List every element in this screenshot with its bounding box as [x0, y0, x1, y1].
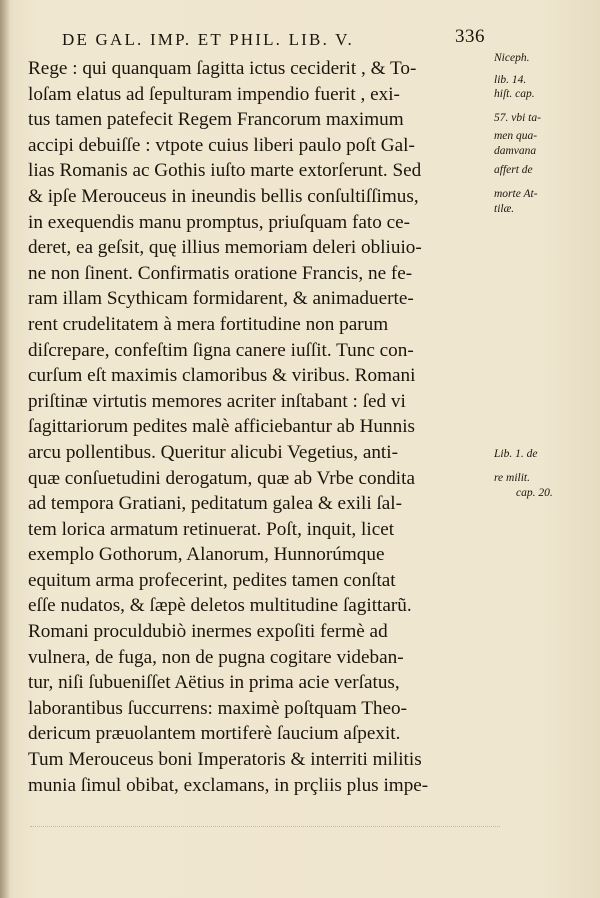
margin-note: Lib. 1. de: [494, 448, 538, 460]
margin-note: re milit.: [494, 472, 530, 484]
text-line: lias Romanis ac Gothis iuſto marte extorſerunt. Sed: [28, 160, 422, 182]
margin-note: affert de: [494, 164, 533, 176]
running-head: DE GAL. IMP. ET PHIL. LIB. V.: [62, 30, 354, 49]
text-line: vulnera, de fuga, non de pugna cogitare videban-: [28, 646, 404, 668]
text-line: ne non ſinent. Confirmatis oratione Francis, ne fe-: [28, 262, 413, 284]
text-line: munia ſimul obibat, exclamans, in prçliis plus impe-: [28, 774, 429, 796]
margin-note: cap. 20.: [516, 487, 553, 499]
text-line: in exequendis manu promptus, priuſquam fato ce-: [28, 211, 411, 233]
bottom-rule: [30, 826, 500, 827]
text-line: diſcrepare, confeſtim ſigna canere iuſſit. Tunc con-: [28, 339, 414, 361]
text-line: loſam elatus ad ſepulturam impendio fuerit , exi-: [28, 83, 400, 105]
text-line: quæ conſuetudini derogatum, quæ ab Vrbe condita: [28, 467, 415, 489]
text-line: ram illam Scythicam formidarent, & animaduerte-: [28, 288, 414, 310]
text-line: laborantibus ſuccurrens: maximè poſtquam Theo-: [28, 697, 408, 719]
text-line: curſum eſt maximis clamoribus & viribus. Romani: [28, 365, 416, 387]
text-line: ad tempora Gratiani, peditatum galea & exili ſal-: [28, 493, 403, 515]
text-line: eſſe nudatos, & ſæpè deletos multitudine ſagittarũ.: [28, 595, 412, 617]
text-line: Tum Merouceus boni Imperatoris & interriti militis: [28, 749, 422, 771]
text-line: tus tamen patefecit Regem Francorum maximum: [28, 109, 404, 131]
margin-note: morte At-: [494, 188, 538, 200]
text-line: ſagittariorum pedites malè afficiebantur ab Hunnis: [28, 416, 416, 438]
margin-note: hiſt. cap.: [494, 88, 535, 100]
text-line: deret, ea geſsit, quę illius memoriam deleri obliuio-: [28, 237, 422, 259]
text-line: & ipſe Merouceus in ineundis bellis conſultiſſimus,: [28, 185, 419, 207]
margin-note: 57. vbi ta-: [494, 112, 541, 124]
margin-note: damvana: [494, 145, 537, 157]
text-line: exemplo Gothorum, Alanorum, Hunnorúmque: [28, 544, 385, 566]
body-text: [28, 56, 506, 798]
text-line: equitum arma profecerint, pedites tamen conſtat: [28, 569, 396, 591]
text-line: Rege : qui quanquam ſagitta ictus ceciderit , & To-: [28, 58, 417, 79]
text-line: tur, niſi ſubueniſſet Aëtius in prima acie verſatus,: [28, 672, 400, 694]
margin-note: men qua-: [494, 130, 538, 142]
text-line: Romani proculdubiò inermes expoſiti fermè ad: [28, 621, 388, 643]
page-number: 336: [455, 26, 485, 47]
margin-note: lib. 14.: [494, 74, 527, 86]
text-line: arcu pollentibus. Queritur alicubi Vegetius, anti-: [28, 441, 398, 463]
text-line: accipi debuiſſe : vtpote cuius liberi paulo poſt Gal-: [28, 134, 415, 156]
text-line: tem lorica armatum retinuerat. Poſt, inquit, licet: [28, 518, 395, 540]
text-line: rent crudelitatem à mera fortitudine non parum: [28, 313, 389, 335]
margin-note: tilæ.: [494, 203, 515, 215]
margin-note: Niceph.: [494, 52, 530, 64]
text-line: priſtinæ virtutis memores acriter inſtabant : ſed vi: [28, 390, 406, 412]
text-line: dericum præuolantem mortiferè ſaucium aſpexit.: [28, 723, 401, 745]
gutter-shadow: [0, 0, 10, 898]
